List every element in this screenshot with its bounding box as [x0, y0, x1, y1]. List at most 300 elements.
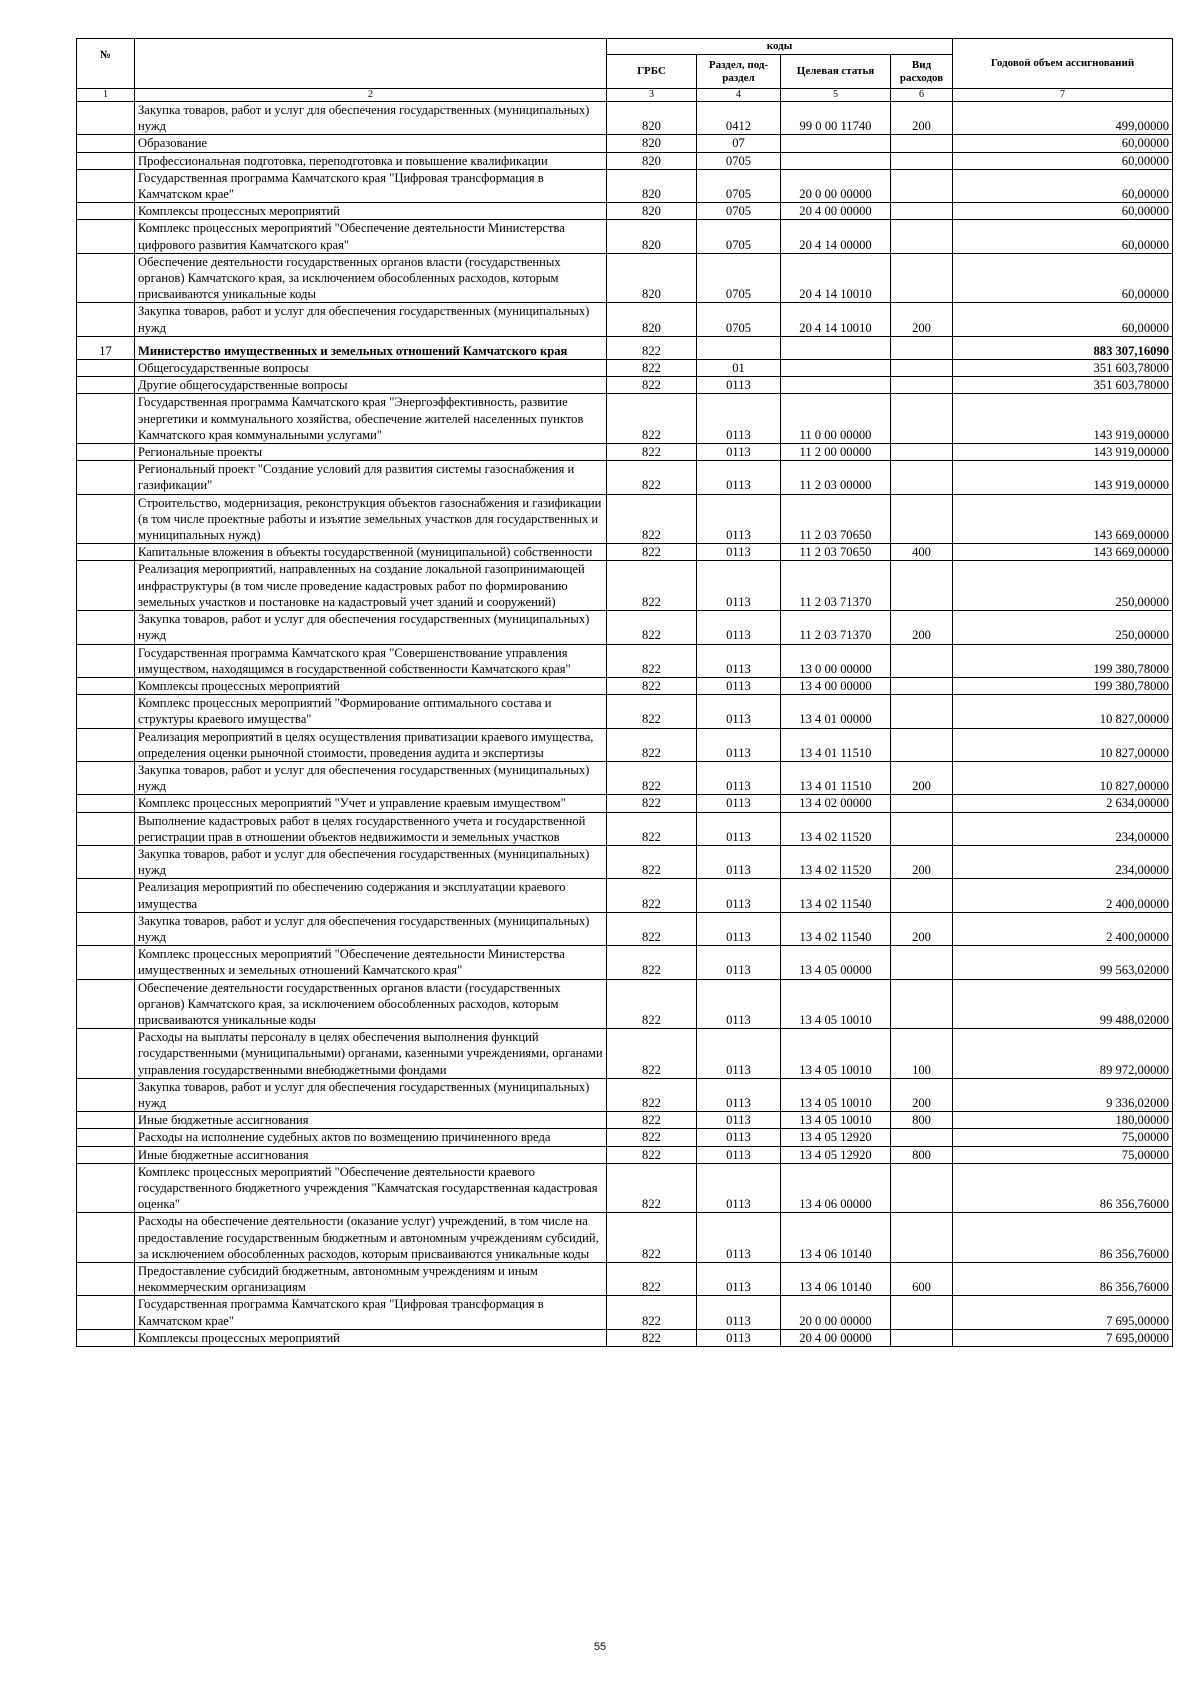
row-amount: 499,00000	[953, 102, 1173, 135]
row-razdel: 0113	[697, 845, 781, 878]
row-razdel: 0113	[697, 1296, 781, 1329]
row-amount: 883 307,16090	[953, 336, 1173, 359]
table-row	[77, 1029, 1173, 1079]
row-number	[77, 946, 135, 979]
row-name: Региональный проект "Создание условий для развития системы газоснабжения и газификации"	[135, 461, 607, 494]
row-grbs: 822	[607, 644, 697, 677]
row-name: Комплекс процессных мероприятий "Обеспечение деятельности краевого государственного бюджетного учреждения "Камчатская государственная кадастровая оценка"	[135, 1163, 607, 1213]
row-grbs: 822	[607, 561, 697, 611]
row-target-article	[781, 152, 891, 169]
row-target-article: 11 2 03 70650	[781, 544, 891, 561]
row-target-article: 13 4 02 11520	[781, 812, 891, 845]
row-name: Расходы на исполнение судебных актов по возмещению причиненного вреда	[135, 1129, 607, 1146]
row-amount: 143 669,00000	[953, 544, 1173, 561]
table-row	[77, 979, 1173, 1029]
row-grbs: 822	[607, 611, 697, 644]
row-grbs: 820	[607, 135, 697, 152]
row-target-article: 11 0 00 00000	[781, 394, 891, 444]
row-number	[77, 611, 135, 644]
table-row	[77, 611, 1173, 644]
row-name: Иные бюджетные ассигнования	[135, 1146, 607, 1163]
row-amount: 86 356,76000	[953, 1163, 1173, 1213]
table-row	[77, 644, 1173, 677]
row-name: Реализация мероприятий в целях осуществления приватизации краевого имущества, определения оценки рыночной стоимости, проведения аудита и экспертизы	[135, 728, 607, 761]
row-razdel: 0113	[697, 761, 781, 794]
row-number	[77, 561, 135, 611]
row-expense-type	[891, 644, 953, 677]
row-grbs: 820	[607, 253, 697, 303]
row-name: Другие общегосударственные вопросы	[135, 377, 607, 394]
row-grbs: 822	[607, 845, 697, 878]
row-expense-type	[891, 1129, 953, 1146]
row-expense-type	[891, 135, 953, 152]
row-amount: 60,00000	[953, 303, 1173, 336]
row-number: 17	[77, 336, 135, 359]
table-row	[77, 494, 1173, 544]
row-expense-type	[891, 946, 953, 979]
row-amount: 351 603,78000	[953, 360, 1173, 377]
row-expense-type	[891, 879, 953, 912]
row-number	[77, 135, 135, 152]
row-amount: 143 919,00000	[953, 461, 1173, 494]
row-grbs: 820	[607, 220, 697, 253]
row-expense-type	[891, 220, 953, 253]
row-name: Закупка товаров, работ и услуг для обеспечения государственных (муниципальных) нужд	[135, 845, 607, 878]
row-amount: 143 919,00000	[953, 394, 1173, 444]
row-razdel: 0113	[697, 1129, 781, 1146]
row-amount: 60,00000	[953, 152, 1173, 169]
row-grbs: 822	[607, 1163, 697, 1213]
row-expense-type	[891, 1296, 953, 1329]
row-name: Иные бюджетные ассигнования	[135, 1112, 607, 1129]
row-razdel: 0113	[697, 1078, 781, 1111]
row-name: Общегосударственные вопросы	[135, 360, 607, 377]
row-number	[77, 303, 135, 336]
row-expense-type: 200	[891, 611, 953, 644]
row-expense-type: 200	[891, 102, 953, 135]
row-grbs: 820	[607, 303, 697, 336]
row-amount: 60,00000	[953, 253, 1173, 303]
row-expense-type	[891, 203, 953, 220]
row-razdel: 0113	[697, 644, 781, 677]
row-target-article: 20 4 14 00000	[781, 220, 891, 253]
row-number	[77, 979, 135, 1029]
table-row	[77, 879, 1173, 912]
row-name: Профессиональная подготовка, переподготовка и повышение квалификации	[135, 152, 607, 169]
row-razdel: 0705	[697, 169, 781, 202]
row-target-article	[781, 377, 891, 394]
row-amount: 10 827,00000	[953, 761, 1173, 794]
row-name: Региональные проекты	[135, 444, 607, 461]
row-amount: 2 400,00000	[953, 912, 1173, 945]
row-target-article	[781, 360, 891, 377]
row-target-article: 13 4 05 12920	[781, 1146, 891, 1163]
row-number	[77, 102, 135, 135]
row-target-article: 13 4 02 11520	[781, 845, 891, 878]
row-number	[77, 912, 135, 945]
table-row	[77, 220, 1173, 253]
row-target-article: 13 4 06 10140	[781, 1213, 891, 1263]
row-target-article: 13 4 05 00000	[781, 946, 891, 979]
row-expense-type	[891, 1163, 953, 1213]
row-number	[77, 220, 135, 253]
row-target-article: 13 4 05 10010	[781, 979, 891, 1029]
row-expense-type: 200	[891, 1078, 953, 1111]
header-cel: Целевая статья	[781, 55, 891, 89]
row-grbs: 822	[607, 979, 697, 1029]
table-header	[77, 39, 1173, 102]
row-razdel: 0113	[697, 394, 781, 444]
row-expense-type	[891, 360, 953, 377]
table-row	[77, 912, 1173, 945]
row-razdel: 0705	[697, 253, 781, 303]
row-number	[77, 461, 135, 494]
row-number	[77, 1112, 135, 1129]
row-expense-type: 200	[891, 845, 953, 878]
row-razdel: 0113	[697, 1163, 781, 1213]
row-name: Закупка товаров, работ и услуг для обеспечения государственных (муниципальных) нужд	[135, 102, 607, 135]
row-grbs: 820	[607, 169, 697, 202]
row-razdel: 0705	[697, 303, 781, 336]
row-target-article: 20 0 00 00000	[781, 1296, 891, 1329]
table-row	[77, 544, 1173, 561]
row-name: Закупка товаров, работ и услуг для обеспечения государственных (муниципальных) нужд	[135, 761, 607, 794]
row-amount: 10 827,00000	[953, 728, 1173, 761]
row-name: Выполнение кадастровых работ в целях государственного учета и государственной регистрации прав в отношении объектов недвижимости и земельных участков	[135, 812, 607, 845]
row-name: Реализация мероприятий, направленных на создание локальной газопринимающей инфраструктуры (в том числе проведение кадастровых работ по формированию земельных участков и постановке на кадастровый учет зданий и сооружений)	[135, 561, 607, 611]
row-target-article: 20 4 00 00000	[781, 1329, 891, 1346]
table-row	[77, 946, 1173, 979]
row-amount: 7 695,00000	[953, 1329, 1173, 1346]
row-grbs: 822	[607, 1146, 697, 1163]
column-number: 5	[781, 89, 891, 102]
row-expense-type	[891, 728, 953, 761]
row-amount: 250,00000	[953, 611, 1173, 644]
row-target-article: 13 4 05 10010	[781, 1078, 891, 1111]
table-body	[77, 102, 1173, 1347]
row-amount: 250,00000	[953, 561, 1173, 611]
table-row	[77, 1213, 1173, 1263]
table-row	[77, 1163, 1173, 1213]
row-number	[77, 1163, 135, 1213]
row-razdel: 0113	[697, 1112, 781, 1129]
row-expense-type: 800	[891, 1112, 953, 1129]
row-name: Государственная программа Камчатского края "Энергоэффективность, развитие энергетики и коммунального хозяйства, обеспечение жителей населенных пунктов Камчатского края коммунальными услугами"	[135, 394, 607, 444]
table-row	[77, 377, 1173, 394]
table-row	[77, 135, 1173, 152]
row-target-article: 13 4 01 11510	[781, 728, 891, 761]
row-razdel: 01	[697, 360, 781, 377]
table-row	[77, 360, 1173, 377]
row-expense-type: 200	[891, 761, 953, 794]
table-row	[77, 1329, 1173, 1346]
row-amount: 9 336,02000	[953, 1078, 1173, 1111]
row-target-article	[781, 135, 891, 152]
row-number	[77, 1078, 135, 1111]
row-number	[77, 152, 135, 169]
row-name: Закупка товаров, работ и услуг для обеспечения государственных (муниципальных) нужд	[135, 912, 607, 945]
row-number	[77, 728, 135, 761]
table-row	[77, 303, 1173, 336]
row-number	[77, 1296, 135, 1329]
row-grbs: 822	[607, 879, 697, 912]
table-row	[77, 152, 1173, 169]
row-number	[77, 1329, 135, 1346]
table-row	[77, 761, 1173, 794]
table-row	[77, 1263, 1173, 1296]
table-row	[77, 677, 1173, 694]
row-target-article: 13 4 05 10010	[781, 1112, 891, 1129]
row-grbs: 822	[607, 444, 697, 461]
row-razdel: 0113	[697, 611, 781, 644]
row-grbs: 822	[607, 377, 697, 394]
row-name: Закупка товаров, работ и услуг для обеспечения государственных (муниципальных) нужд	[135, 303, 607, 336]
row-name: Комплекс процессных мероприятий "Обеспечение деятельности Министерства имущественных и земельных отношений Камчатского края"	[135, 946, 607, 979]
header-grbs: ГРБС	[607, 55, 697, 89]
row-name: Строительство, модернизация, реконструкция объектов газоснабжения и газификации (в том числе проектные работы и изъятие земельных участков для государственных и муниципальных нужд)	[135, 494, 607, 544]
row-name: Обеспечение деятельности государственных органов власти (государственных органов) Камчатского края, за исключением обособленных расходов, которым присваиваются уникальные коды	[135, 253, 607, 303]
row-name: Обеспечение деятельности государственных органов власти (государственных органов) Камчатского края, за исключением обособленных расходов, которым присваиваются уникальные коды	[135, 979, 607, 1029]
row-number	[77, 377, 135, 394]
row-grbs: 822	[607, 1078, 697, 1111]
row-number	[77, 677, 135, 694]
row-target-article: 11 2 00 00000	[781, 444, 891, 461]
table-row	[77, 394, 1173, 444]
row-number	[77, 761, 135, 794]
row-target-article: 20 0 00 00000	[781, 169, 891, 202]
table-row	[77, 336, 1173, 359]
row-name: Государственная программа Камчатского края "Цифровая трансформация в Камчатском крае"	[135, 169, 607, 202]
row-grbs: 822	[607, 1329, 697, 1346]
row-razdel: 0113	[697, 728, 781, 761]
row-razdel	[697, 336, 781, 359]
column-number: 6	[891, 89, 953, 102]
row-target-article: 13 4 05 10010	[781, 1029, 891, 1079]
column-number: 1	[77, 89, 135, 102]
row-expense-type	[891, 377, 953, 394]
row-expense-type	[891, 695, 953, 728]
row-razdel: 0113	[697, 1146, 781, 1163]
row-number	[77, 1029, 135, 1079]
row-expense-type	[891, 444, 953, 461]
row-grbs: 822	[607, 695, 697, 728]
row-razdel: 0113	[697, 377, 781, 394]
row-name: Государственная программа Камчатского края "Совершенствование управления имуществом, находящимся в государственной собственности Камчатского края"	[135, 644, 607, 677]
row-grbs: 822	[607, 912, 697, 945]
row-grbs: 820	[607, 203, 697, 220]
column-number: 2	[135, 89, 607, 102]
row-razdel: 0113	[697, 879, 781, 912]
row-expense-type: 200	[891, 912, 953, 945]
row-target-article: 13 4 06 00000	[781, 1163, 891, 1213]
table-row	[77, 444, 1173, 461]
row-name: Расходы на выплаты персоналу в целях обеспечения выполнения функций государственными (муниципальными) органами, казенными учреждениями, органами управления государственными внебюджетными фондами	[135, 1029, 607, 1079]
row-amount: 10 827,00000	[953, 695, 1173, 728]
row-grbs: 822	[607, 946, 697, 979]
row-name: Капитальные вложения в объекты государственной (муниципальной) собственности	[135, 544, 607, 561]
row-grbs: 822	[607, 1296, 697, 1329]
row-name: Образование	[135, 135, 607, 152]
row-expense-type	[891, 253, 953, 303]
row-name: Расходы на обеспечение деятельности (оказание услуг) учреждений, в том числе на предоставление государственным бюджетным и автономным учреждениям субсидий, за исключением обособленных расходов, которым присваиваются уникальные коды	[135, 1213, 607, 1263]
row-grbs: 822	[607, 1112, 697, 1129]
row-amount: 2 400,00000	[953, 879, 1173, 912]
row-expense-type	[891, 979, 953, 1029]
table-row	[77, 461, 1173, 494]
row-target-article: 13 4 06 10140	[781, 1263, 891, 1296]
row-razdel: 0113	[697, 812, 781, 845]
row-razdel: 0705	[697, 220, 781, 253]
budget-table-page	[76, 38, 1172, 1347]
row-amount: 75,00000	[953, 1146, 1173, 1163]
row-number	[77, 360, 135, 377]
table-row	[77, 795, 1173, 812]
row-amount: 86 356,76000	[953, 1263, 1173, 1296]
row-number	[77, 695, 135, 728]
row-name: Комплекс процессных мероприятий "Обеспечение деятельности Министерства цифрового развития Камчатского края"	[135, 220, 607, 253]
row-razdel: 0113	[697, 677, 781, 694]
row-grbs: 822	[607, 461, 697, 494]
header-codes: коды	[607, 39, 953, 55]
row-target-article: 13 4 00 00000	[781, 677, 891, 694]
column-numbers-row	[77, 89, 1173, 102]
table-row	[77, 203, 1173, 220]
row-expense-type	[891, 812, 953, 845]
row-amount: 234,00000	[953, 812, 1173, 845]
row-expense-type	[891, 494, 953, 544]
row-amount: 199 380,78000	[953, 677, 1173, 694]
row-number	[77, 1129, 135, 1146]
table-row	[77, 1129, 1173, 1146]
row-amount: 89 972,00000	[953, 1029, 1173, 1079]
row-target-article: 20 4 00 00000	[781, 203, 891, 220]
row-expense-type: 400	[891, 544, 953, 561]
row-number	[77, 394, 135, 444]
row-razdel: 07	[697, 135, 781, 152]
row-number	[77, 544, 135, 561]
row-razdel: 0113	[697, 946, 781, 979]
row-name: Реализация мероприятий по обеспечению содержания и эксплуатации краевого имущества	[135, 879, 607, 912]
column-number: 4	[697, 89, 781, 102]
row-target-article: 11 2 03 71370	[781, 611, 891, 644]
row-target-article: 13 4 02 11540	[781, 912, 891, 945]
row-grbs: 822	[607, 1263, 697, 1296]
table-row	[77, 1112, 1173, 1129]
row-razdel: 0412	[697, 102, 781, 135]
row-expense-type: 200	[891, 303, 953, 336]
table-row	[77, 169, 1173, 202]
row-target-article: 13 4 01 11510	[781, 761, 891, 794]
row-target-article: 20 4 14 10010	[781, 303, 891, 336]
row-grbs: 820	[607, 102, 697, 135]
row-grbs: 822	[607, 812, 697, 845]
table-row	[77, 845, 1173, 878]
row-number	[77, 1146, 135, 1163]
header-num: №	[77, 39, 135, 89]
table-row	[77, 1078, 1173, 1111]
row-razdel: 0113	[697, 979, 781, 1029]
row-target-article: 11 2 03 70650	[781, 494, 891, 544]
row-name: Комплексы процессных мероприятий	[135, 203, 607, 220]
row-amount: 75,00000	[953, 1129, 1173, 1146]
row-name: Закупка товаров, работ и услуг для обеспечения государственных (муниципальных) нужд	[135, 1078, 607, 1111]
row-number	[77, 1213, 135, 1263]
row-expense-type	[891, 461, 953, 494]
row-number	[77, 795, 135, 812]
column-number: 3	[607, 89, 697, 102]
row-target-article: 20 4 14 10010	[781, 253, 891, 303]
row-grbs: 820	[607, 152, 697, 169]
row-grbs: 822	[607, 494, 697, 544]
row-grbs: 822	[607, 1029, 697, 1079]
row-razdel: 0705	[697, 203, 781, 220]
row-expense-type: 800	[891, 1146, 953, 1163]
row-name: Комплекс процессных мероприятий "Формирование оптимального состава и структуры краевого имущества"	[135, 695, 607, 728]
row-razdel: 0113	[697, 912, 781, 945]
row-number	[77, 494, 135, 544]
row-expense-type	[891, 1213, 953, 1263]
row-number	[77, 879, 135, 912]
row-target-article: 13 4 01 00000	[781, 695, 891, 728]
row-grbs: 822	[607, 360, 697, 377]
row-number	[77, 203, 135, 220]
row-number	[77, 845, 135, 878]
row-amount: 143 919,00000	[953, 444, 1173, 461]
row-razdel: 0113	[697, 1029, 781, 1079]
row-target-article: 13 0 00 00000	[781, 644, 891, 677]
row-number	[77, 253, 135, 303]
row-amount: 143 669,00000	[953, 494, 1173, 544]
row-amount: 351 603,78000	[953, 377, 1173, 394]
table-row	[77, 1296, 1173, 1329]
row-expense-type	[891, 561, 953, 611]
row-target-article: 99 0 00 11740	[781, 102, 891, 135]
row-amount: 199 380,78000	[953, 644, 1173, 677]
row-razdel: 0113	[697, 1213, 781, 1263]
row-amount: 60,00000	[953, 135, 1173, 152]
row-expense-type	[891, 152, 953, 169]
row-amount: 60,00000	[953, 220, 1173, 253]
row-expense-type	[891, 169, 953, 202]
row-razdel: 0113	[697, 561, 781, 611]
row-name: Государственная программа Камчатского края "Цифровая трансформация в Камчатском крае"	[135, 1296, 607, 1329]
row-grbs: 822	[607, 728, 697, 761]
row-name: Комплексы процессных мероприятий	[135, 677, 607, 694]
row-razdel: 0705	[697, 152, 781, 169]
row-target-article: 11 2 03 71370	[781, 561, 891, 611]
row-amount: 2 634,00000	[953, 795, 1173, 812]
row-grbs: 822	[607, 1129, 697, 1146]
row-number	[77, 444, 135, 461]
row-grbs: 822	[607, 544, 697, 561]
row-amount: 60,00000	[953, 169, 1173, 202]
row-name: Предоставление субсидий бюджетным, автономным учреждениям и иным некоммерческим организациям	[135, 1263, 607, 1296]
row-amount: 86 356,76000	[953, 1213, 1173, 1263]
row-target-article: 13 4 02 00000	[781, 795, 891, 812]
row-expense-type	[891, 795, 953, 812]
row-razdel: 0113	[697, 795, 781, 812]
row-grbs: 822	[607, 336, 697, 359]
table-row	[77, 1146, 1173, 1163]
row-grbs: 822	[607, 394, 697, 444]
row-name: Комплекс процессных мероприятий "Учет и управление краевым имуществом"	[135, 795, 607, 812]
table-row	[77, 253, 1173, 303]
row-razdel: 0113	[697, 461, 781, 494]
row-grbs: 822	[607, 795, 697, 812]
page-number: 55	[593, 1641, 607, 1653]
header-vid: Вид расходов	[891, 55, 953, 89]
row-grbs: 822	[607, 761, 697, 794]
